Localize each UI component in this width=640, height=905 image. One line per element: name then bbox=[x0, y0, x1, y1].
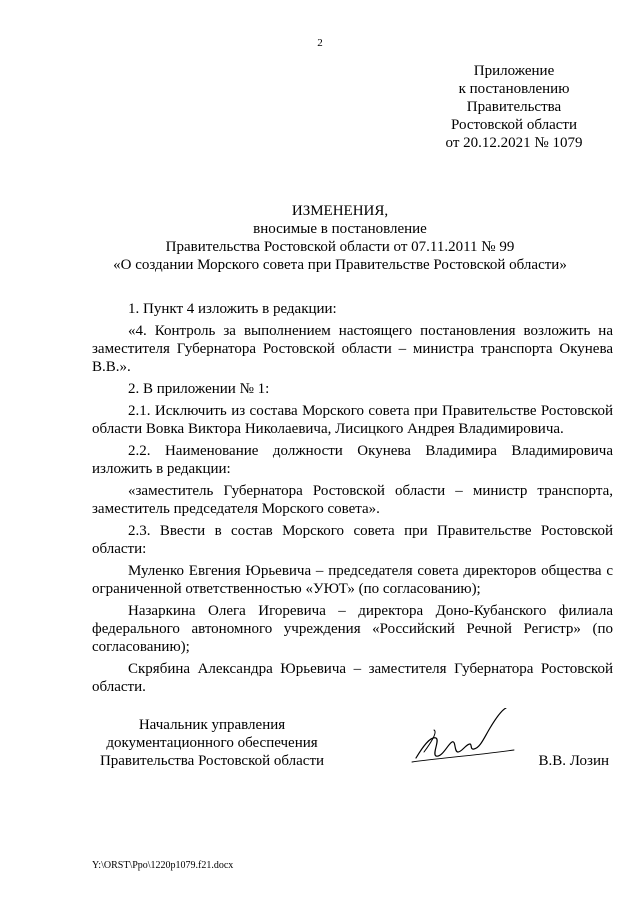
page-number: 2 bbox=[317, 37, 323, 49]
paragraph: Скрябина Александра Юрьевича – заместителя Губернатора Ростовской области. bbox=[92, 661, 613, 695]
paragraph: Назаркина Олега Игоревича – директора Доно-Кубанского филиала федерального автономного учреждения «Российский Речной Регистр» (по согласованию); bbox=[92, 603, 613, 655]
appendix-line: Правительства bbox=[466, 99, 562, 115]
paragraph: 2.1. Исключить из состава Морского совета при Правительстве Ростовской области Вовка Виктора Николаевича, Лисицкого Андрея Владимировича. bbox=[92, 403, 613, 437]
paragraph: «4. Контроль за выполнением настоящего постановления возложить на заместителя Губернатора Ростовской области – министра транспорта Окунева В.В.». bbox=[92, 323, 613, 375]
signatory-position-line: Правительства Ростовской области bbox=[99, 753, 325, 769]
appendix-date-number: от 20.12.2021 № 1079 bbox=[445, 135, 583, 151]
appendix-line: Ростовской области bbox=[451, 117, 577, 133]
signatory-position bbox=[92, 716, 332, 770]
appendix-line: к постановлению bbox=[458, 81, 570, 97]
signature-block bbox=[92, 716, 613, 776]
paragraph: 2. В приложении № 1: bbox=[128, 381, 270, 397]
paragraph: 2.3. Ввести в состав Морского совета при Правительстве Ростовской области: bbox=[92, 523, 613, 557]
heading-line: Правительства Ростовской области от 07.11.2011 № 99 bbox=[165, 239, 515, 255]
heading-line: «О создании Морского совета при Правительстве Ростовской области» bbox=[113, 257, 567, 273]
handwritten-signature bbox=[410, 708, 520, 768]
signatory-name: В.В. Лозин bbox=[538, 753, 609, 769]
appendix-header bbox=[420, 62, 608, 152]
paragraph: «заместитель Губернатора Ростовской области – министр транспорта, заместитель председателя Морского совета». bbox=[92, 483, 613, 517]
signatory-position-line: документационного обеспечения bbox=[106, 735, 318, 751]
paragraph: 2.2. Наименование должности Окунева Владимира Владимировича изложить в редакции: bbox=[92, 443, 613, 477]
file-path: Y:\ORST\Ppo\1220p1079.f21.docx bbox=[92, 860, 234, 871]
heading-line: вносимые в постановление bbox=[253, 221, 427, 237]
paragraph: Муленко Евгения Юрьевича – председателя совета директоров общества с ограниченной ответственностью «УЮТ» (по согласованию); bbox=[92, 563, 613, 597]
appendix-line: Приложение bbox=[473, 63, 555, 79]
paragraph: 1. Пункт 4 изложить в редакции: bbox=[128, 301, 337, 317]
signatory-position-line: Начальник управления bbox=[138, 717, 286, 733]
document-body bbox=[92, 300, 613, 700]
document-heading bbox=[60, 202, 620, 274]
heading-title: ИЗМЕНЕНИЯ, bbox=[291, 203, 389, 219]
